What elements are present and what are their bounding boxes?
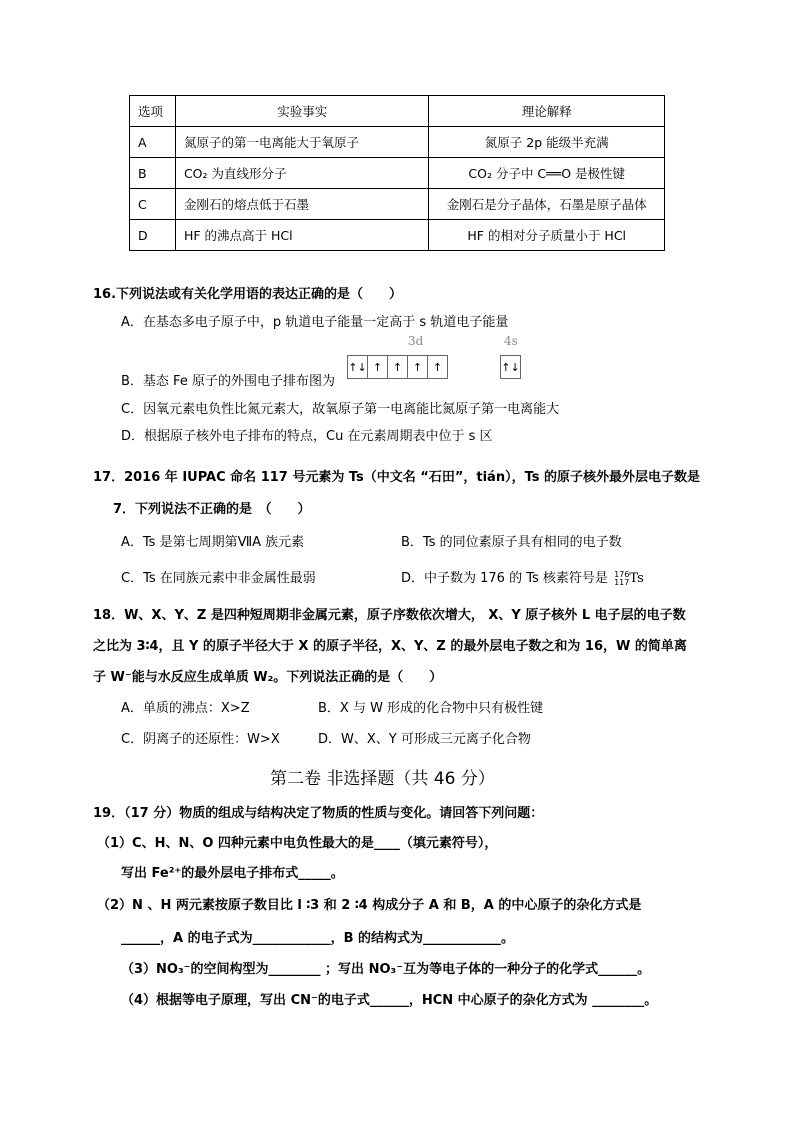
table-cell: D bbox=[130, 220, 176, 251]
q17-stem-line2: 7．下列说法不正确的是 （ ） bbox=[113, 502, 311, 517]
orbital-diagram-3d bbox=[347, 355, 447, 381]
nuclide-atomic-number: 117 bbox=[614, 577, 630, 587]
table-header-row bbox=[130, 96, 665, 127]
table-row bbox=[130, 158, 665, 189]
orbital-box: ↑ bbox=[367, 355, 388, 379]
nuclide-mass-number: 176 bbox=[614, 569, 630, 579]
q17-option-c: C．Ts 在同族元素中非金属性最弱 bbox=[121, 571, 316, 586]
table-cell: 氮原子的第一电离能大于氧原子 bbox=[175, 127, 428, 158]
facts-table bbox=[129, 95, 665, 251]
table-cell: 氮原子 2p 能级半充满 bbox=[429, 127, 665, 158]
table-row bbox=[130, 220, 665, 251]
q19-part1-line1: （1）C、H、N、O 四种元素中电负性最大的是____（填元素符号）， bbox=[97, 836, 498, 851]
q16-option-c: C．因氧元素电负性比氮元素大，故氧原子第一电离能比氮原子第一电离能大 bbox=[121, 402, 560, 417]
orbital-box: ↑ bbox=[427, 355, 448, 379]
table-cell: C bbox=[130, 189, 176, 220]
q19-part3: （3）NO₃⁻的空间构型为________ ；写出 NO₃⁻互为等电子体的一种分子的化学式______。 bbox=[121, 962, 651, 977]
q19-part2-line2: ______，A 的电子式为____________，B 的结构式为____________。 bbox=[121, 931, 515, 946]
orbital-box: ↑ bbox=[407, 355, 428, 379]
q17-option-d bbox=[401, 567, 644, 587]
table-cell: 金刚石是分子晶体，石墨是原子晶体 bbox=[429, 189, 665, 220]
q18-stem-line3: 子 W⁻能与水反应生成单质 W₂。下列说法正确的是（ ） bbox=[93, 670, 443, 685]
q17-stem-line1: 17．2016 年 IUPAC 命名 117 号元素为 Ts（中文名 “石田”，tián），Ts 的原子核外最外层电子数是 bbox=[93, 470, 700, 485]
q16-option-d: D．根据原子核外电子排布的特点，Cu 在元素周期表中位于 s 区 bbox=[121, 429, 493, 444]
table-cell: HF 的沸点高于 HCl bbox=[175, 220, 428, 251]
q18-option-d: D．W、X、Y 可形成三元离子化合物 bbox=[318, 732, 531, 747]
table-row bbox=[130, 189, 665, 220]
nuclide-symbol: Ts bbox=[629, 571, 644, 586]
table-cell: CO₂ 为直线形分子 bbox=[175, 158, 428, 189]
q16-option-b: B．基态 Fe 原子的外围电子排布图为 bbox=[121, 374, 335, 389]
orbital-box: ↑↓ bbox=[347, 355, 368, 379]
q17-option-a: A．Ts 是第七周期第ⅦA 族元素 bbox=[121, 535, 305, 550]
q18-option-a: A．单质的沸点：X>Z bbox=[121, 701, 250, 716]
orbital-box: ↑↓ bbox=[500, 355, 521, 379]
table-cell: CO₂ 分子中 C══O 是极性键 bbox=[429, 158, 665, 189]
table-cell: A bbox=[130, 127, 176, 158]
q16-stem: 16.下列说法或有关化学用语的表达正确的是（ ） bbox=[93, 287, 403, 302]
table-cell: B bbox=[130, 158, 176, 189]
table-row bbox=[130, 127, 665, 158]
table-header-cell: 选项 bbox=[130, 96, 176, 127]
q19-part2-line1: （2）N 、H 两元素按原子数目比 l ∶3 和 2 ∶4 构成分子 A 和 B，A 的中心原子的杂化方式是 bbox=[97, 898, 642, 913]
orbital-diagram-4s bbox=[500, 355, 520, 381]
orbital-4s-label: 4s bbox=[504, 334, 518, 348]
section-title: 第二卷 非选择题（共 46 分） bbox=[270, 769, 495, 789]
q17-option-d-text: D．中子数为 176 的 Ts 核素符号是 bbox=[401, 571, 608, 586]
q16-option-a: A．在基态多电子原子中，p 轨道电子能量一定高于 s 轨道电子能量 bbox=[121, 315, 509, 330]
nuclide-indices bbox=[614, 571, 629, 587]
q19-part1-line2: 写出 Fe²⁺的最外层电子排布式_____。 bbox=[121, 866, 344, 881]
orbital-3d-label: 3d bbox=[408, 334, 424, 348]
q18-stem-line1: 18．W、X、Y、Z 是四种短周期非金属元素，原子序数依次增大， X、Y 原子核外 L 电子层的电子数 bbox=[93, 608, 686, 623]
table-header-cell: 实验事实 bbox=[175, 96, 428, 127]
q18-option-c: C．阴离子的还原性：W>X bbox=[121, 732, 280, 747]
q19-part4: （4）根据等电子原理，写出 CN⁻的电子式______，HCN 中心原子的杂化方式为 ________。 bbox=[121, 993, 658, 1008]
q19-stem: 19．（17 分）物质的组成与结构决定了物质的性质与变化。请回答下列问题： bbox=[93, 806, 544, 821]
q18-option-b: B．X 与 W 形成的化合物中只有极性键 bbox=[318, 701, 544, 716]
table-cell: 金刚石的熔点低于石墨 bbox=[175, 189, 428, 220]
q18-stem-line2: 之比为 3∶4，且 Y 的原子半径大于 X 的原子半径，X、Y、Z 的最外层电子数之和为 16，W 的简单离 bbox=[93, 639, 687, 654]
q17-option-b: B．Ts 的同位素原子具有相同的电子数 bbox=[401, 535, 622, 550]
orbital-box: ↑ bbox=[387, 355, 408, 379]
table-cell: HF 的相对分子质量小于 HCl bbox=[429, 220, 665, 251]
table-header-cell: 理论解释 bbox=[429, 96, 665, 127]
